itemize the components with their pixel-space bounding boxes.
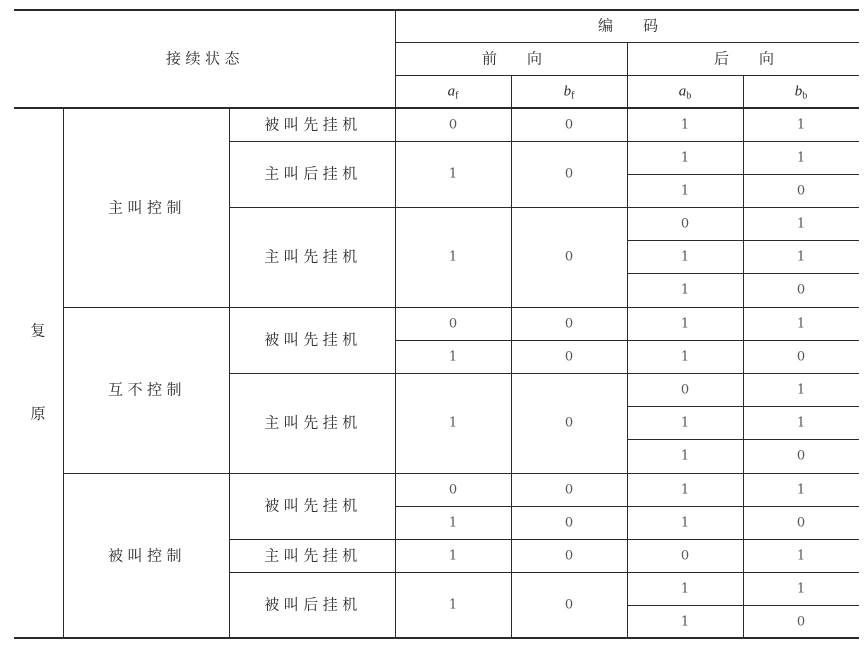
rule bbox=[229, 373, 859, 374]
group-label: 被叫控制 bbox=[107, 546, 187, 565]
bf-cell: 0 bbox=[564, 597, 574, 613]
af-header: $a_f$ bbox=[447, 83, 459, 102]
ab-cell: 1 bbox=[680, 415, 690, 431]
bb-cell: 1 bbox=[796, 316, 806, 332]
rule bbox=[229, 539, 859, 540]
event-label: 被叫后挂机 bbox=[264, 595, 362, 614]
event-label: 被叫先挂机 bbox=[264, 496, 362, 515]
ab-cell: 1 bbox=[680, 515, 690, 531]
bf-cell: 0 bbox=[564, 166, 574, 182]
ab-cell: 1 bbox=[680, 448, 690, 464]
ab-cell: 1 bbox=[680, 581, 690, 597]
group-label: 互不控制 bbox=[107, 380, 187, 399]
rule bbox=[229, 207, 859, 208]
bb-cell: 0 bbox=[796, 515, 806, 531]
bf-cell: 0 bbox=[564, 548, 574, 564]
state-header: 接续状态 bbox=[165, 49, 245, 68]
ab-cell: 1 bbox=[680, 249, 690, 265]
ab-cell: 1 bbox=[680, 482, 690, 498]
forward-header: 前向 bbox=[481, 49, 573, 68]
bf-cell: 0 bbox=[564, 482, 574, 498]
bb-cell: 1 bbox=[796, 482, 806, 498]
af-cell: 0 bbox=[448, 316, 458, 332]
group-label: 主叫控制 bbox=[107, 198, 187, 217]
bb-cell: 0 bbox=[796, 448, 806, 464]
left-label-char: 原 bbox=[30, 404, 46, 423]
af-cell: 1 bbox=[448, 415, 458, 431]
af-cell: 1 bbox=[448, 166, 458, 182]
bottom-rule bbox=[14, 637, 859, 639]
bf-cell: 0 bbox=[564, 349, 574, 365]
af-cell: 0 bbox=[448, 117, 458, 133]
af-cell: 1 bbox=[448, 597, 458, 613]
rule bbox=[627, 42, 628, 638]
ab-cell: 0 bbox=[680, 548, 690, 564]
ab-cell: 1 bbox=[680, 614, 690, 630]
encoding-header: 编码 bbox=[597, 16, 689, 35]
header-bottom-rule bbox=[14, 107, 859, 109]
ab-header: $a_b$ bbox=[678, 83, 692, 102]
top-rule bbox=[14, 9, 859, 11]
rule bbox=[511, 75, 512, 638]
bb-cell: 1 bbox=[796, 581, 806, 597]
rule bbox=[64, 473, 859, 474]
rule bbox=[395, 10, 396, 638]
event-label: 被叫先挂机 bbox=[264, 115, 362, 134]
ab-cell: 1 bbox=[680, 349, 690, 365]
backward-header: 后向 bbox=[713, 49, 805, 68]
event-label: 主叫后挂机 bbox=[264, 164, 362, 183]
ab-cell: 1 bbox=[680, 282, 690, 298]
rule bbox=[743, 75, 744, 638]
event-label: 主叫先挂机 bbox=[264, 546, 362, 565]
bb-cell: 1 bbox=[796, 150, 806, 166]
left-label-char: 复 bbox=[30, 321, 46, 340]
bf-cell: 0 bbox=[564, 515, 574, 531]
af-cell: 0 bbox=[448, 482, 458, 498]
bb-cell: 0 bbox=[796, 614, 806, 630]
bb-cell: 1 bbox=[796, 216, 806, 232]
bf-cell: 0 bbox=[564, 249, 574, 265]
af-cell: 1 bbox=[448, 548, 458, 564]
rule bbox=[63, 108, 64, 638]
bf-cell: 0 bbox=[564, 415, 574, 431]
event-label: 被叫先挂机 bbox=[264, 330, 362, 349]
rule bbox=[229, 572, 859, 573]
bb-cell: 1 bbox=[796, 382, 806, 398]
rule bbox=[229, 141, 859, 142]
ab-cell: 1 bbox=[680, 316, 690, 332]
rule bbox=[229, 108, 230, 638]
ab-cell: 1 bbox=[680, 150, 690, 166]
bb-cell: 0 bbox=[796, 349, 806, 365]
ab-cell: 1 bbox=[680, 183, 690, 199]
ab-cell: 0 bbox=[680, 382, 690, 398]
event-label: 主叫先挂机 bbox=[264, 413, 362, 432]
af-cell: 1 bbox=[448, 249, 458, 265]
bb-header: $b_b$ bbox=[794, 83, 808, 102]
bf-cell: 0 bbox=[564, 117, 574, 133]
bb-cell: 0 bbox=[796, 183, 806, 199]
bb-cell: 1 bbox=[796, 117, 806, 133]
bf-header: $b_f$ bbox=[563, 83, 575, 102]
event-label: 主叫先挂机 bbox=[264, 247, 362, 266]
bb-cell: 1 bbox=[796, 249, 806, 265]
rule bbox=[64, 307, 859, 308]
bb-cell: 1 bbox=[796, 415, 806, 431]
bf-cell: 0 bbox=[564, 316, 574, 332]
af-cell: 1 bbox=[448, 349, 458, 365]
bb-cell: 1 bbox=[796, 548, 806, 564]
ab-cell: 1 bbox=[680, 117, 690, 133]
ab-cell: 0 bbox=[680, 216, 690, 232]
bb-cell: 0 bbox=[796, 282, 806, 298]
af-cell: 1 bbox=[448, 515, 458, 531]
